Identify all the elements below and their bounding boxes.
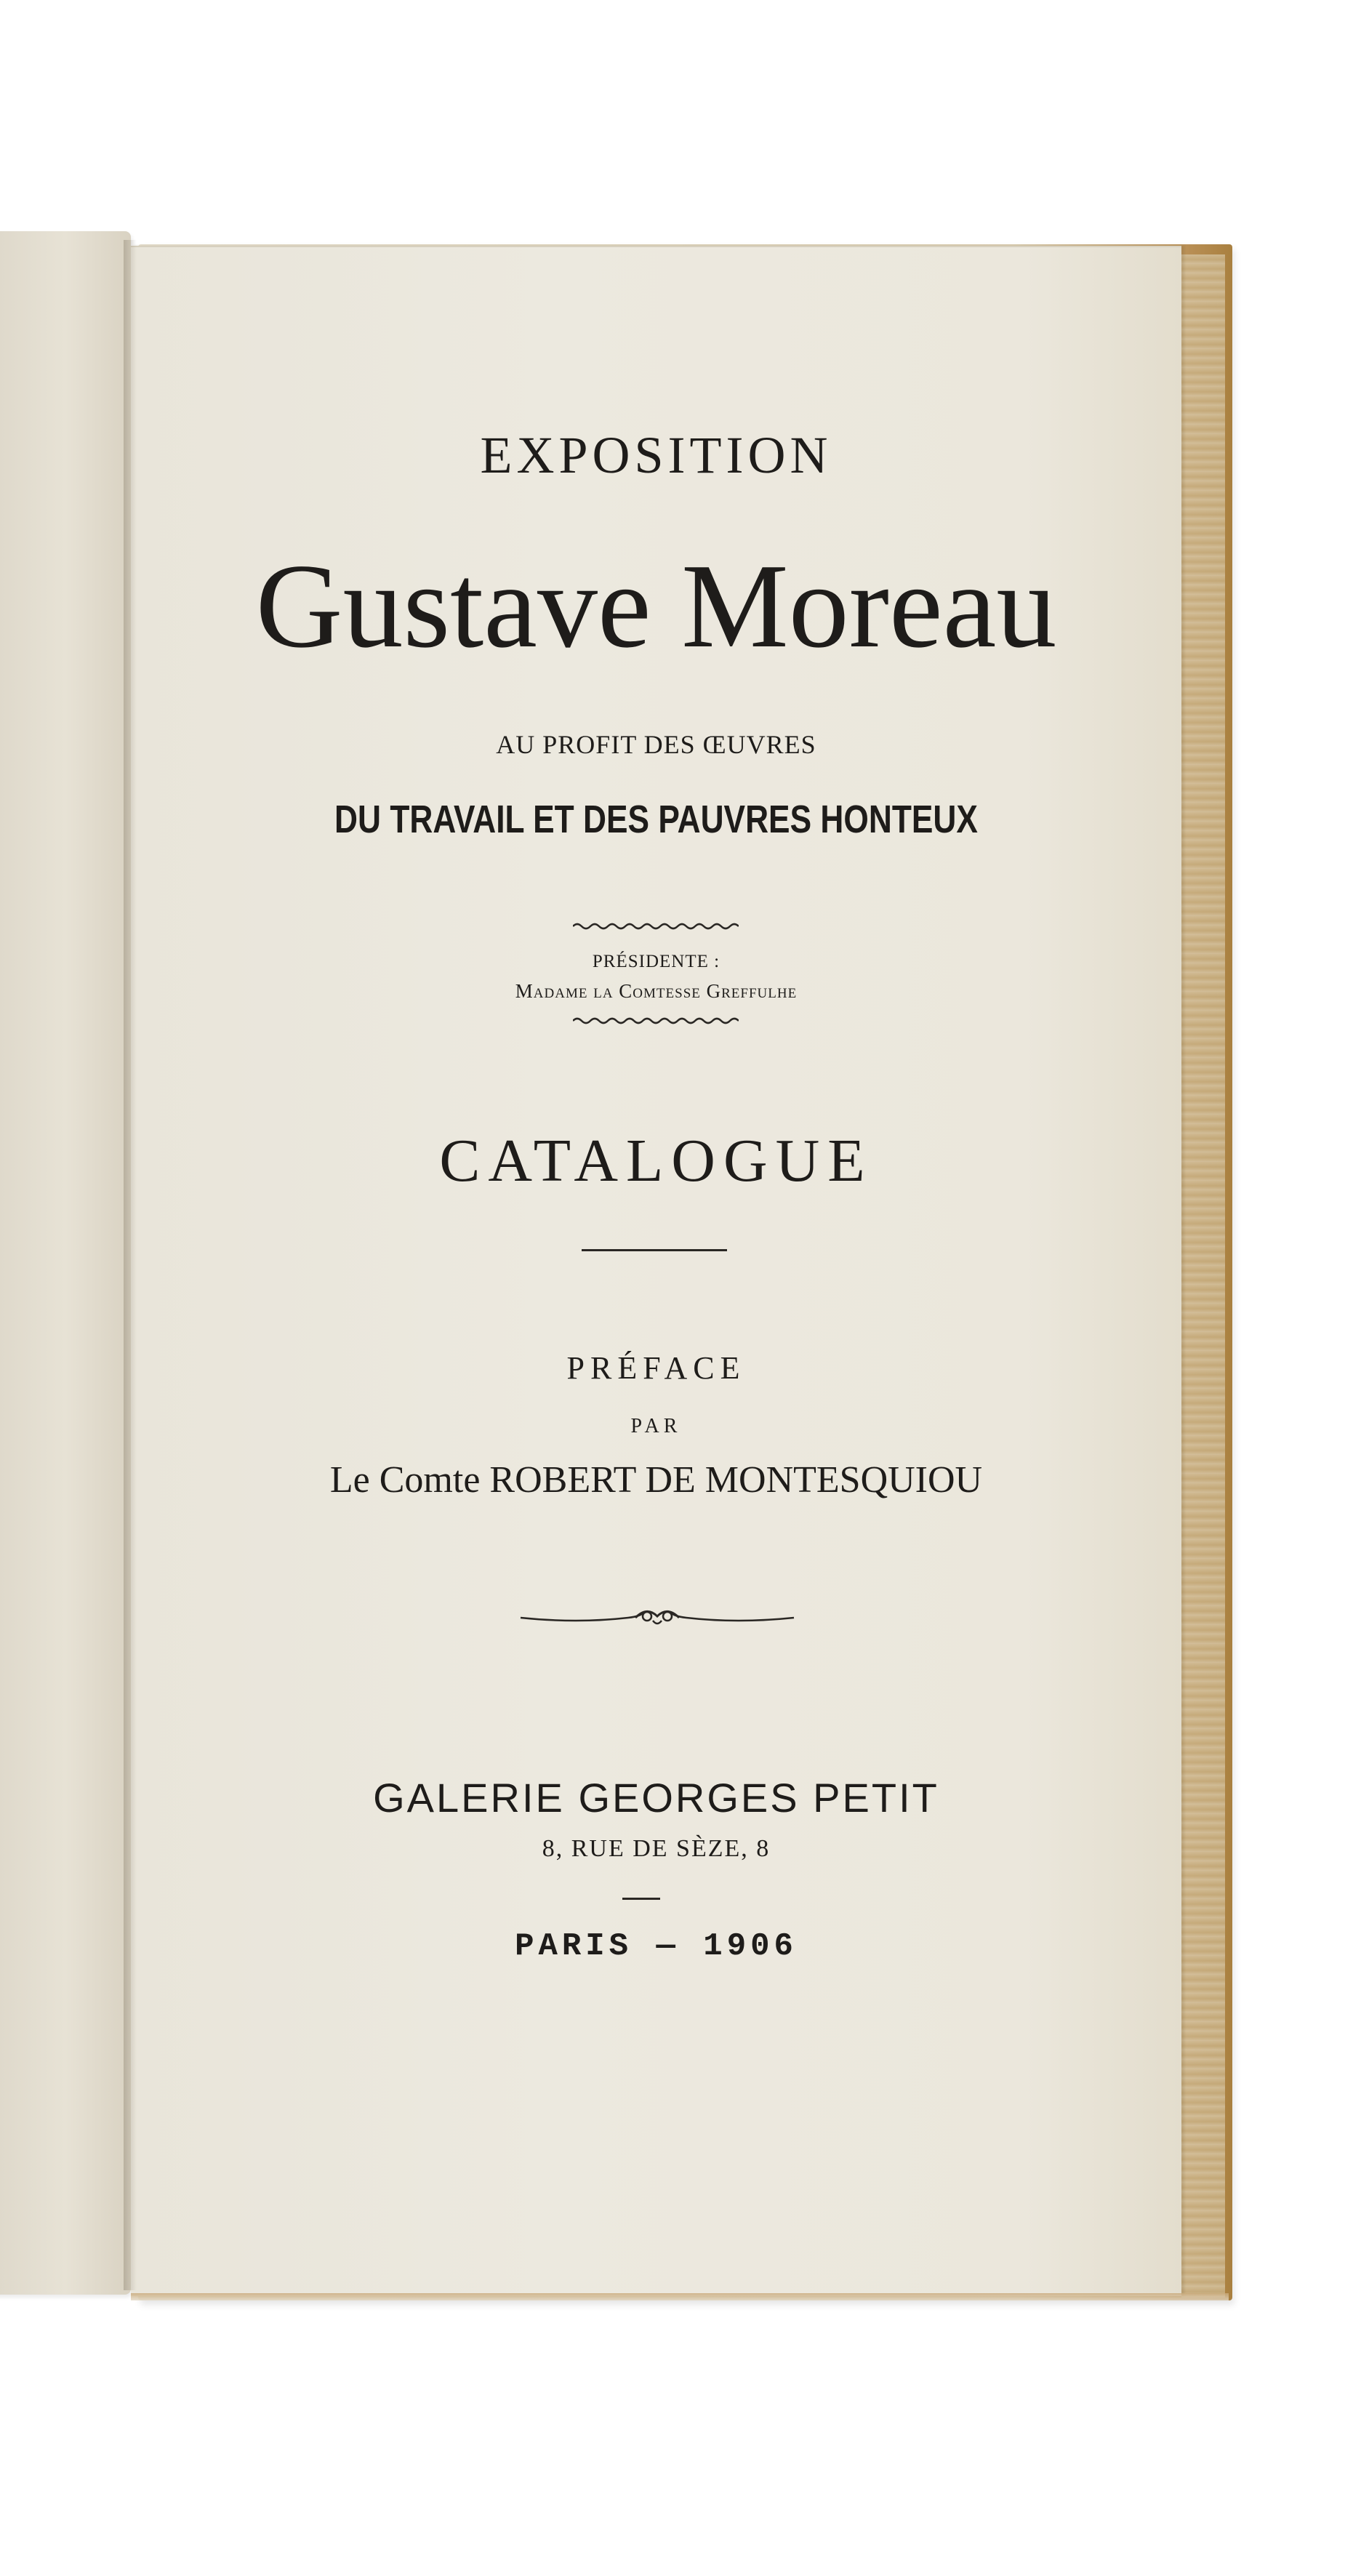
gallery-name: GALERIE GEORGES PETIT: [373, 1775, 939, 1821]
exposition-heading: EXPOSITION: [480, 426, 832, 484]
left-page: [0, 231, 131, 2295]
flourish-ornament: [519, 1602, 795, 1631]
gallery-address: 8, RUE DE SÈZE, 8: [542, 1835, 771, 1862]
subtitle-line-2: DU TRAVAIL ET DES PAUVRES HONTEUX: [334, 798, 978, 841]
short-rule: [622, 1898, 660, 1900]
par-label: PAR: [630, 1415, 682, 1437]
main-title: Gustave Moreau: [255, 539, 1057, 673]
rule-after-catalogue: [582, 1249, 727, 1251]
presidente-name: Madame la Comtesse Greffulhe: [515, 980, 798, 1002]
preface-author: Le Comte ROBERT DE MONTESQUIOU: [329, 1459, 983, 1501]
wavy-divider-bottom: [573, 1015, 739, 1027]
city-year: PARIS — 1906: [515, 1928, 798, 1965]
preface-heading: PRÉFACE: [566, 1350, 746, 1386]
wavy-divider-top: [573, 920, 739, 932]
catalogue-heading: CATALOGUE: [439, 1127, 873, 1195]
presidente-label: PRÉSIDENTE :: [592, 952, 720, 971]
subtitle-line-1: AU PROFIT DES ŒUVRES: [496, 730, 816, 759]
title-page-content: [131, 0, 1181, 2576]
page-edges: [1181, 254, 1225, 2298]
